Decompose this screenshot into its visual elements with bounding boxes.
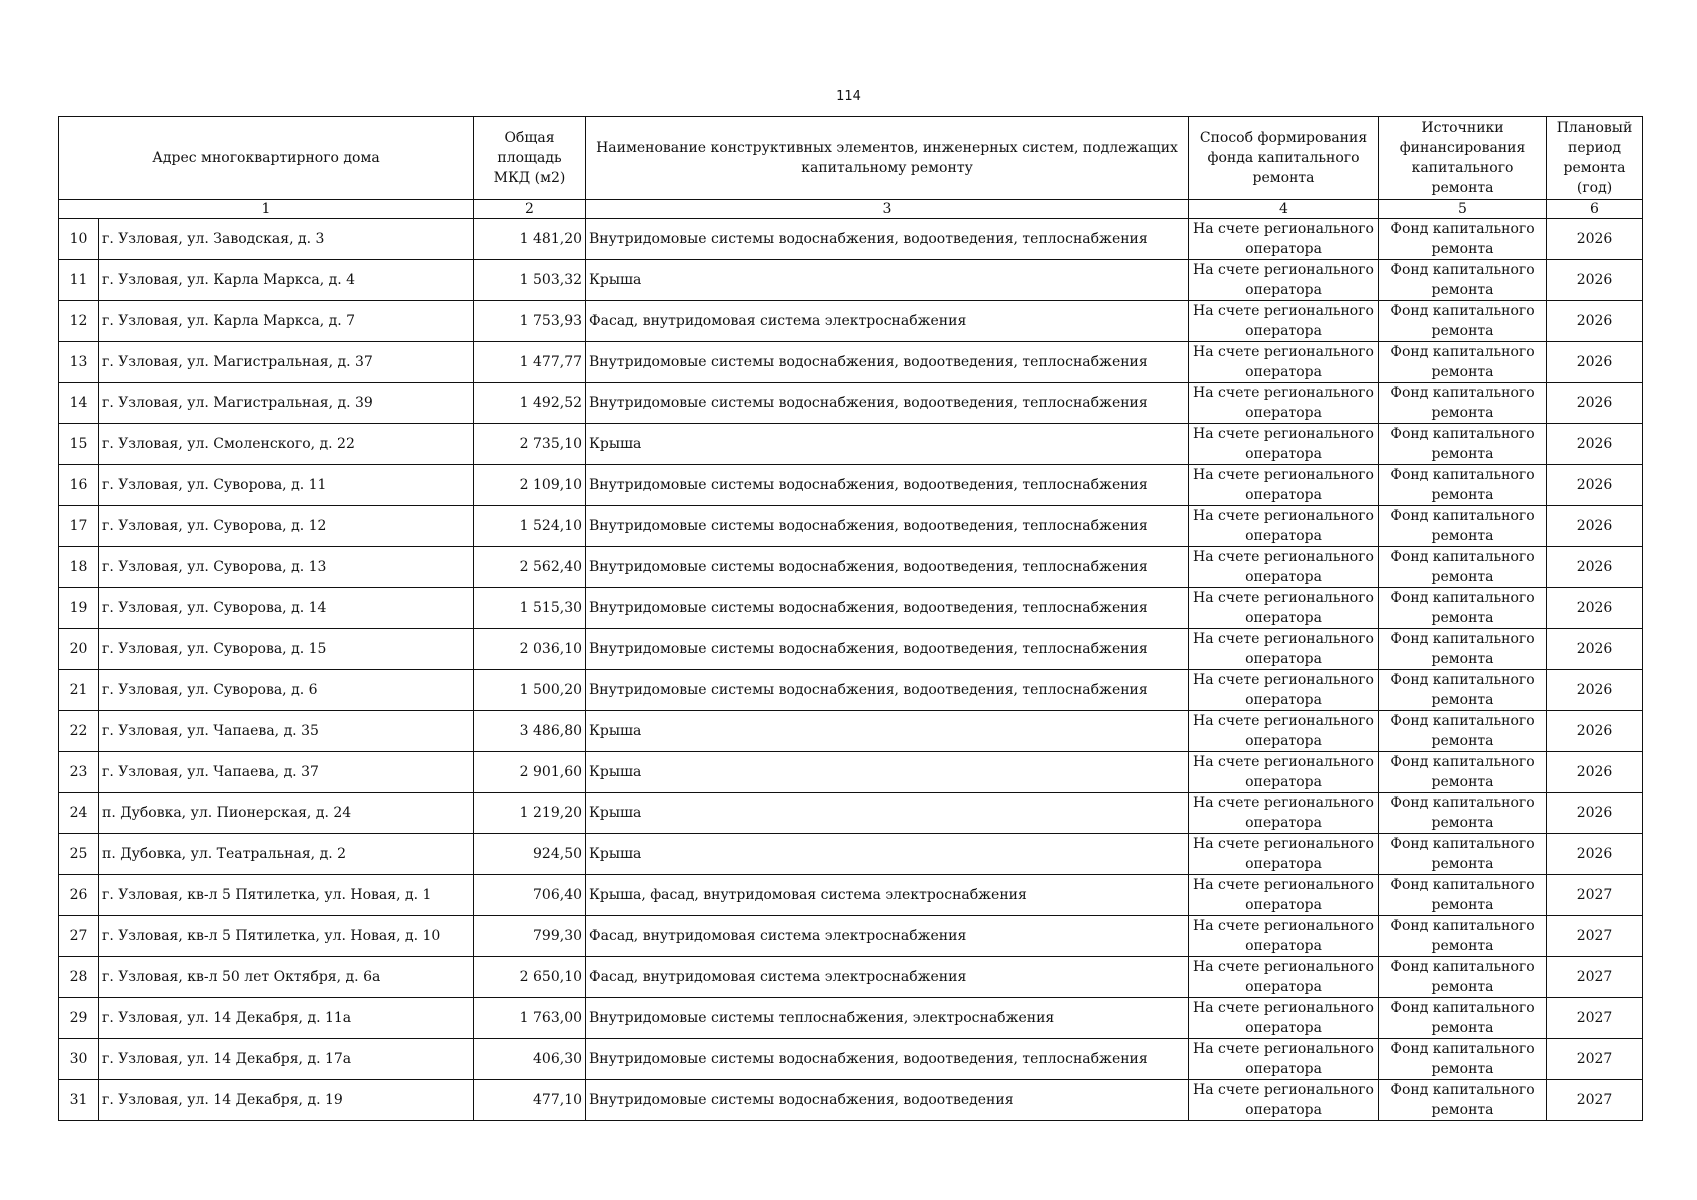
year-cell: 2026 (1547, 383, 1643, 424)
method-cell: На счете регионального оператора (1189, 670, 1379, 711)
column-number: 1 (59, 200, 474, 219)
source-cell: Фонд капитального ремонта (1379, 588, 1547, 629)
address-cell: г. Узловая, ул. Суворова, д. 11 (99, 465, 474, 506)
address-cell: г. Узловая, ул. Суворова, д. 12 (99, 506, 474, 547)
area-cell: 3 486,80 (474, 711, 586, 752)
row-number-cell: 27 (59, 916, 99, 957)
method-cell: На счете регионального оператора (1189, 465, 1379, 506)
source-cell: Фонд капитального ремонта (1379, 1039, 1547, 1080)
year-cell: 2026 (1547, 834, 1643, 875)
method-cell: На счете регионального оператора (1189, 793, 1379, 834)
header-area: Общая площадь МКД (м2) (474, 117, 586, 200)
area-cell: 1 753,93 (474, 301, 586, 342)
area-cell: 1 500,20 (474, 670, 586, 711)
table-row (59, 588, 1643, 629)
row-number-cell: 28 (59, 957, 99, 998)
source-cell: Фонд капитального ремонта (1379, 342, 1547, 383)
address-cell: г. Узловая, ул. Суворова, д. 14 (99, 588, 474, 629)
elements-cell: Крыша (586, 260, 1189, 301)
year-cell: 2026 (1547, 629, 1643, 670)
table-row (59, 711, 1643, 752)
address-cell: г. Узловая, ул. 14 Декабря, д. 19 (99, 1080, 474, 1121)
elements-cell: Крыша (586, 793, 1189, 834)
row-number-cell: 22 (59, 711, 99, 752)
table-row (59, 957, 1643, 998)
method-cell: На счете регионального оператора (1189, 834, 1379, 875)
row-number-cell: 24 (59, 793, 99, 834)
row-number-cell: 19 (59, 588, 99, 629)
table-row (59, 506, 1643, 547)
year-cell: 2026 (1547, 547, 1643, 588)
elements-cell: Внутридомовые системы водоснабжения, водоотведения, теплоснабжения (586, 383, 1189, 424)
table-row (59, 998, 1643, 1039)
area-cell: 2 036,10 (474, 629, 586, 670)
table-row (59, 670, 1643, 711)
area-cell: 406,30 (474, 1039, 586, 1080)
row-number-cell: 16 (59, 465, 99, 506)
header-year: Плановый период ремонта (год) (1547, 117, 1643, 200)
method-cell: На счете регионального оператора (1189, 752, 1379, 793)
row-number-cell: 31 (59, 1080, 99, 1121)
area-cell: 1 503,32 (474, 260, 586, 301)
row-number-cell: 13 (59, 342, 99, 383)
source-cell: Фонд капитального ремонта (1379, 752, 1547, 793)
source-cell: Фонд капитального ремонта (1379, 629, 1547, 670)
table-body (59, 219, 1643, 1121)
row-number-cell: 11 (59, 260, 99, 301)
row-number-cell: 23 (59, 752, 99, 793)
source-cell: Фонд капитального ремонта (1379, 383, 1547, 424)
elements-cell: Крыша (586, 834, 1189, 875)
page-number: 114 (836, 89, 861, 104)
address-cell: г. Узловая, ул. Чапаева, д. 37 (99, 752, 474, 793)
elements-cell: Внутридомовые системы водоснабжения, водоотведения, теплоснабжения (586, 670, 1189, 711)
address-cell: г. Узловая, ул. Суворова, д. 13 (99, 547, 474, 588)
row-number-cell: 26 (59, 875, 99, 916)
address-cell: п. Дубовка, ул. Театральная, д. 2 (99, 834, 474, 875)
area-cell: 2 901,60 (474, 752, 586, 793)
source-cell: Фонд капитального ремонта (1379, 547, 1547, 588)
year-cell: 2026 (1547, 506, 1643, 547)
method-cell: На счете регионального оператора (1189, 260, 1379, 301)
table-row (59, 1080, 1643, 1121)
elements-cell: Внутридомовые системы водоснабжения, водоотведения, теплоснабжения (586, 219, 1189, 260)
year-cell: 2027 (1547, 1080, 1643, 1121)
table-row (59, 424, 1643, 465)
table-row (59, 547, 1643, 588)
capital-repair-table (58, 116, 1643, 1121)
area-cell: 1 763,00 (474, 998, 586, 1039)
source-cell: Фонд капитального ремонта (1379, 670, 1547, 711)
area-cell: 1 515,30 (474, 588, 586, 629)
table-row (59, 916, 1643, 957)
source-cell: Фонд капитального ремонта (1379, 998, 1547, 1039)
year-cell: 2026 (1547, 793, 1643, 834)
area-cell: 2 109,10 (474, 465, 586, 506)
year-cell: 2027 (1547, 1039, 1643, 1080)
address-cell: г. Узловая, ул. Магистральная, д. 39 (99, 383, 474, 424)
area-cell: 2 650,10 (474, 957, 586, 998)
column-number: 3 (586, 200, 1189, 219)
area-cell: 706,40 (474, 875, 586, 916)
year-cell: 2027 (1547, 998, 1643, 1039)
method-cell: На счете регионального оператора (1189, 998, 1379, 1039)
area-cell: 2 562,40 (474, 547, 586, 588)
method-cell: На счете регионального оператора (1189, 629, 1379, 670)
year-cell: 2026 (1547, 752, 1643, 793)
table-row (59, 875, 1643, 916)
area-cell: 1 492,52 (474, 383, 586, 424)
method-cell: На счете регионального оператора (1189, 342, 1379, 383)
address-cell: г. Узловая, ул. Заводская, д. 3 (99, 219, 474, 260)
table-row (59, 834, 1643, 875)
address-cell: п. Дубовка, ул. Пионерская, д. 24 (99, 793, 474, 834)
address-cell: г. Узловая, ул. Суворова, д. 15 (99, 629, 474, 670)
header-address: Адрес многоквартирного дома (59, 117, 474, 200)
table-row (59, 752, 1643, 793)
source-cell: Фонд капитального ремонта (1379, 506, 1547, 547)
elements-cell: Внутридомовые системы водоснабжения, водоотведения, теплоснабжения (586, 342, 1189, 383)
address-cell: г. Узловая, ул. Магистральная, д. 37 (99, 342, 474, 383)
address-cell: г. Узловая, ул. Карла Маркса, д. 4 (99, 260, 474, 301)
method-cell: На счете регионального оператора (1189, 219, 1379, 260)
table-row (59, 219, 1643, 260)
header-method: Способ формирования фонда капитального ремонта (1189, 117, 1379, 200)
elements-cell: Внутридомовые системы водоснабжения, водоотведения, теплоснабжения (586, 506, 1189, 547)
column-number: 6 (1547, 200, 1643, 219)
address-cell: г. Узловая, ул. Чапаева, д. 35 (99, 711, 474, 752)
method-cell: На счете регионального оператора (1189, 916, 1379, 957)
elements-cell: Внутридомовые системы водоснабжения, водоотведения, теплоснабжения (586, 629, 1189, 670)
method-cell: На счете регионального оператора (1189, 1080, 1379, 1121)
source-cell: Фонд капитального ремонта (1379, 465, 1547, 506)
column-number-row (59, 200, 1643, 219)
row-number-cell: 21 (59, 670, 99, 711)
table-row (59, 629, 1643, 670)
year-cell: 2027 (1547, 957, 1643, 998)
source-cell: Фонд капитального ремонта (1379, 957, 1547, 998)
elements-cell: Крыша (586, 752, 1189, 793)
row-number-cell: 29 (59, 998, 99, 1039)
address-cell: г. Узловая, ул. Смоленского, д. 22 (99, 424, 474, 465)
source-cell: Фонд капитального ремонта (1379, 260, 1547, 301)
row-number-cell: 18 (59, 547, 99, 588)
row-number-cell: 20 (59, 629, 99, 670)
elements-cell: Внутридомовые системы водоснабжения, водоотведения, теплоснабжения (586, 1039, 1189, 1080)
year-cell: 2026 (1547, 670, 1643, 711)
source-cell: Фонд капитального ремонта (1379, 916, 1547, 957)
row-number-cell: 10 (59, 219, 99, 260)
area-cell: 477,10 (474, 1080, 586, 1121)
area-cell: 1 524,10 (474, 506, 586, 547)
method-cell: На счете регионального оператора (1189, 547, 1379, 588)
elements-cell: Фасад, внутридомовая система электроснабжения (586, 301, 1189, 342)
source-cell: Фонд капитального ремонта (1379, 1080, 1547, 1121)
header-row (59, 117, 1643, 200)
row-number-cell: 17 (59, 506, 99, 547)
area-cell: 2 735,10 (474, 424, 586, 465)
header-source: Источники финансирования капитального ремонта (1379, 117, 1547, 200)
column-number: 4 (1189, 200, 1379, 219)
method-cell: На счете регионального оператора (1189, 875, 1379, 916)
row-number-cell: 14 (59, 383, 99, 424)
elements-cell: Фасад, внутридомовая система электроснабжения (586, 916, 1189, 957)
column-number: 5 (1379, 200, 1547, 219)
address-cell: г. Узловая, кв-л 5 Пятилетка, ул. Новая, д. 1 (99, 875, 474, 916)
method-cell: На счете регионального оператора (1189, 424, 1379, 465)
elements-cell: Внутридомовые системы водоснабжения, водоотведения (586, 1080, 1189, 1121)
source-cell: Фонд капитального ремонта (1379, 711, 1547, 752)
table-row (59, 301, 1643, 342)
table-row (59, 793, 1643, 834)
year-cell: 2027 (1547, 916, 1643, 957)
method-cell: На счете регионального оператора (1189, 301, 1379, 342)
row-number-cell: 25 (59, 834, 99, 875)
source-cell: Фонд капитального ремонта (1379, 834, 1547, 875)
year-cell: 2026 (1547, 342, 1643, 383)
year-cell: 2026 (1547, 219, 1643, 260)
elements-cell: Внутридомовые системы теплоснабжения, электроснабжения (586, 998, 1189, 1039)
area-cell: 924,50 (474, 834, 586, 875)
source-cell: Фонд капитального ремонта (1379, 219, 1547, 260)
year-cell: 2027 (1547, 875, 1643, 916)
address-cell: г. Узловая, кв-л 5 Пятилетка, ул. Новая, д. 10 (99, 916, 474, 957)
address-cell: г. Узловая, кв-л 50 лет Октября, д. 6а (99, 957, 474, 998)
method-cell: На счете регионального оператора (1189, 711, 1379, 752)
elements-cell: Крыша, фасад, внутридомовая система электроснабжения (586, 875, 1189, 916)
method-cell: На счете регионального оператора (1189, 588, 1379, 629)
year-cell: 2026 (1547, 260, 1643, 301)
row-number-cell: 12 (59, 301, 99, 342)
column-number: 2 (474, 200, 586, 219)
address-cell: г. Узловая, ул. 14 Декабря, д. 11а (99, 998, 474, 1039)
address-cell: г. Узловая, ул. 14 Декабря, д. 17а (99, 1039, 474, 1080)
elements-cell: Внутридомовые системы водоснабжения, водоотведения, теплоснабжения (586, 588, 1189, 629)
address-cell: г. Узловая, ул. Карла Маркса, д. 7 (99, 301, 474, 342)
elements-cell: Внутридомовые системы водоснабжения, водоотведения, теплоснабжения (586, 547, 1189, 588)
elements-cell: Крыша (586, 424, 1189, 465)
table-row (59, 383, 1643, 424)
elements-cell: Фасад, внутридомовая система электроснабжения (586, 957, 1189, 998)
area-cell: 1 481,20 (474, 219, 586, 260)
area-cell: 1 477,77 (474, 342, 586, 383)
source-cell: Фонд капитального ремонта (1379, 301, 1547, 342)
table-row (59, 1039, 1643, 1080)
row-number-cell: 30 (59, 1039, 99, 1080)
method-cell: На счете регионального оператора (1189, 506, 1379, 547)
method-cell: На счете регионального оператора (1189, 957, 1379, 998)
table-row (59, 342, 1643, 383)
area-cell: 1 219,20 (474, 793, 586, 834)
row-number-cell: 15 (59, 424, 99, 465)
area-cell: 799,30 (474, 916, 586, 957)
source-cell: Фонд капитального ремонта (1379, 793, 1547, 834)
source-cell: Фонд капитального ремонта (1379, 424, 1547, 465)
address-cell: г. Узловая, ул. Суворова, д. 6 (99, 670, 474, 711)
elements-cell: Крыша (586, 711, 1189, 752)
elements-cell: Внутридомовые системы водоснабжения, водоотведения, теплоснабжения (586, 465, 1189, 506)
table-row (59, 260, 1643, 301)
year-cell: 2026 (1547, 465, 1643, 506)
year-cell: 2026 (1547, 711, 1643, 752)
method-cell: На счете регионального оператора (1189, 383, 1379, 424)
table-row (59, 465, 1643, 506)
method-cell: На счете регионального оператора (1189, 1039, 1379, 1080)
year-cell: 2026 (1547, 424, 1643, 465)
year-cell: 2026 (1547, 588, 1643, 629)
source-cell: Фонд капитального ремонта (1379, 875, 1547, 916)
year-cell: 2026 (1547, 301, 1643, 342)
header-elements: Наименование конструктивных элементов, инженерных систем, подлежащих капитальному ремонту (586, 117, 1189, 200)
